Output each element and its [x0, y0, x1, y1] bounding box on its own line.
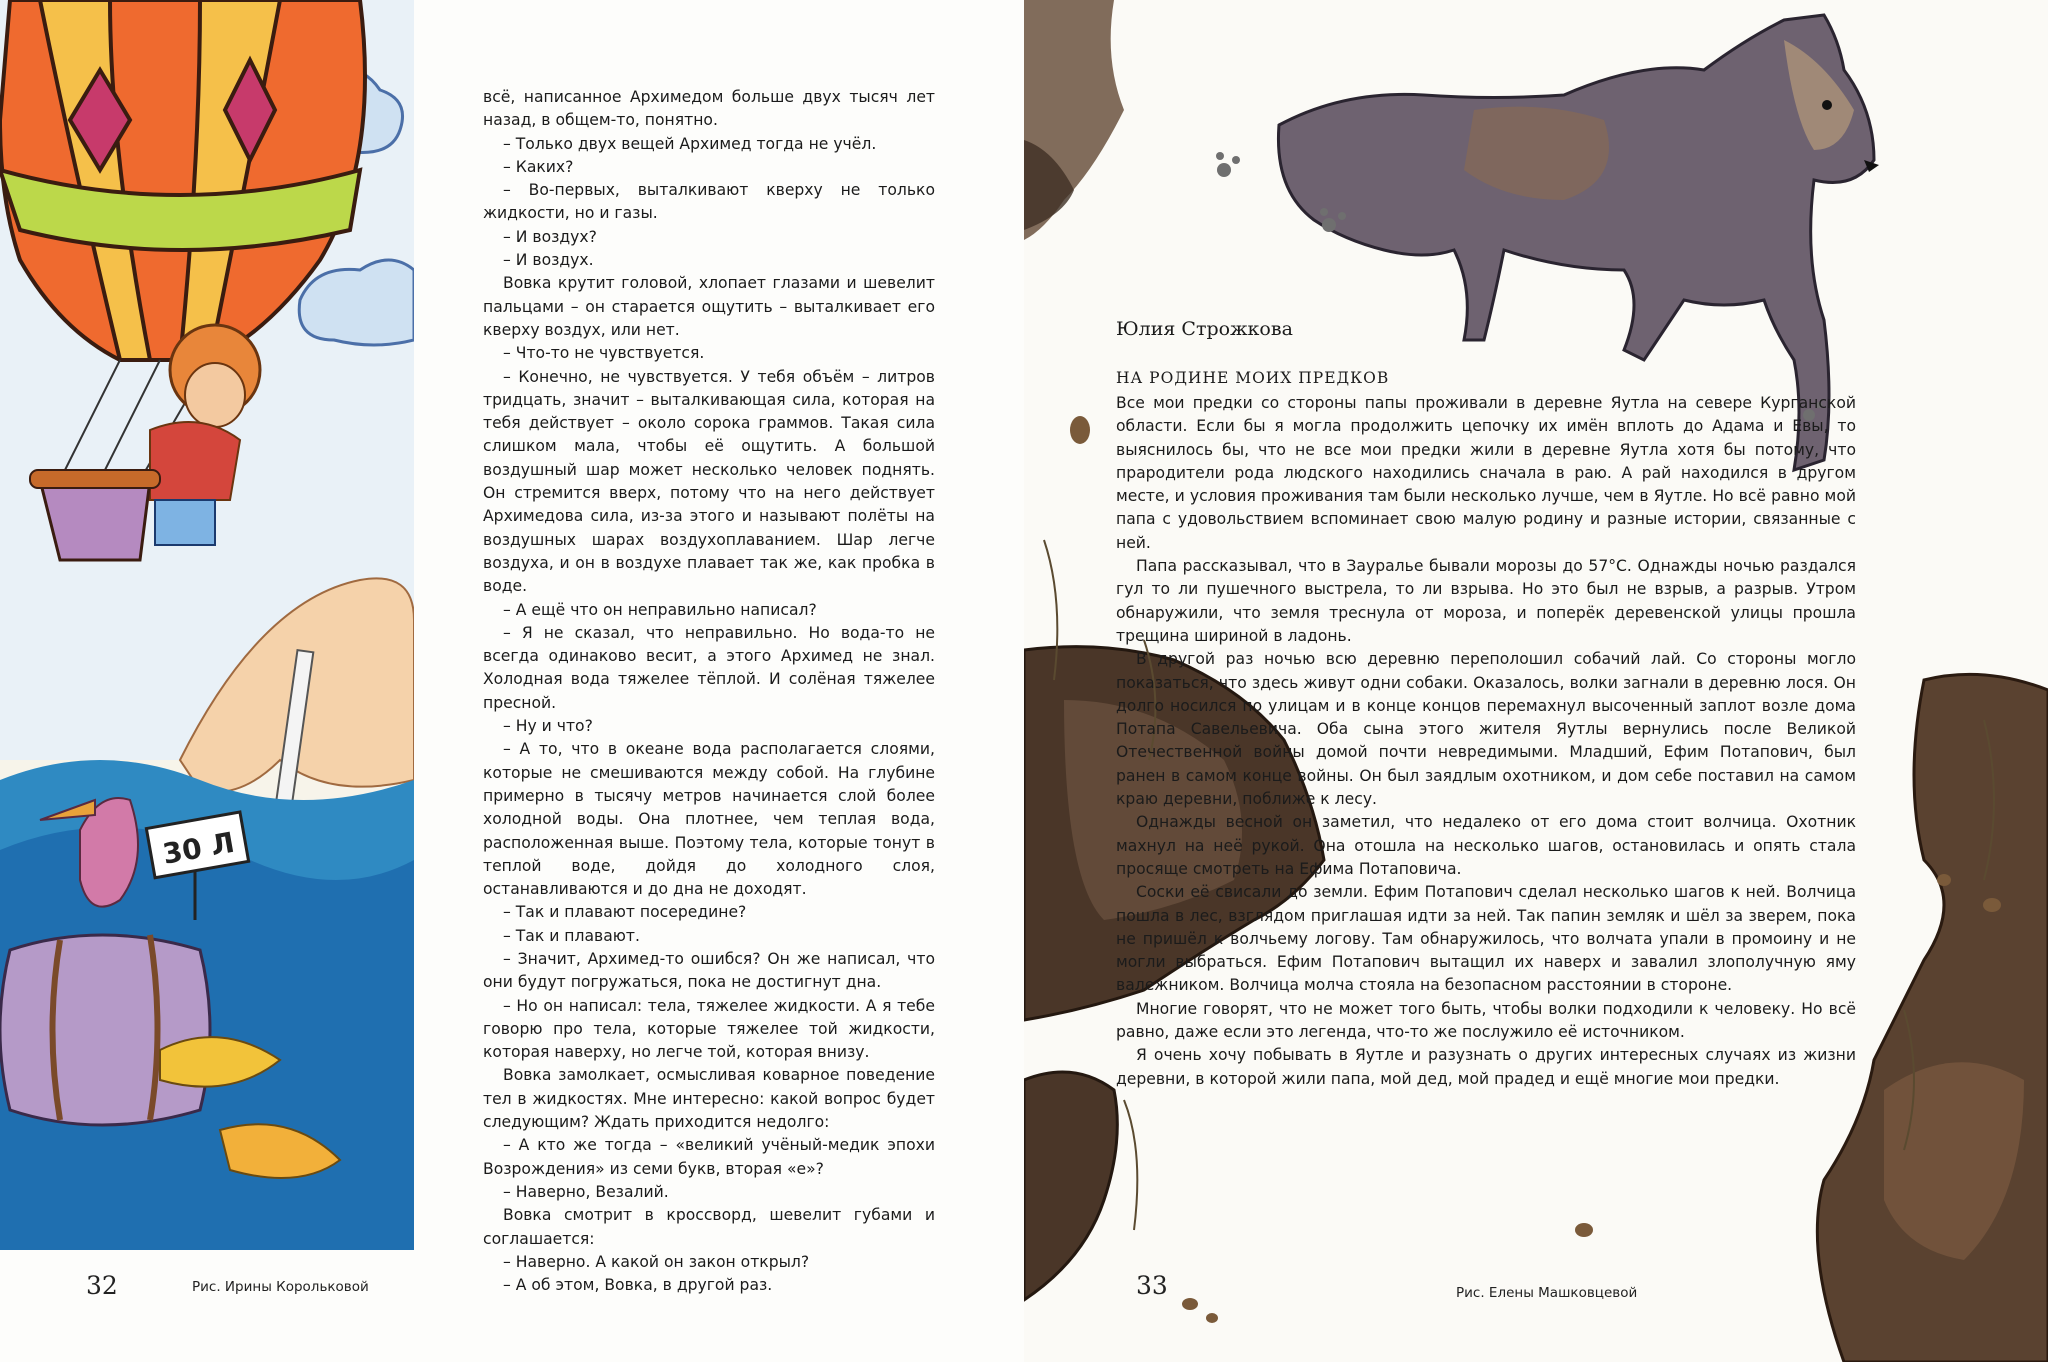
paragraph: – Только двух вещей Архимед тогда не учёл. — [503, 134, 877, 153]
paragraph: – Но он написал: тела, тяжелее жидкости. А я тебе говорю про тела, которые тяжелее той жидкости, которая наверху, но легче той, которая внизу. — [483, 996, 935, 1062]
paragraph: – А кто же тогда – «великий учёный-медик эпохи Возрождения» из семи букв, вторая «е»? — [483, 1136, 935, 1178]
paragraph: – Так и плавают посередине? — [503, 903, 747, 922]
paragraph: всё, написанное Архимедом больше двух тысяч лет назад, в общем-то, понятно. — [483, 88, 935, 130]
paragraph: Вовка смотрит в кроссворд, шевелит губами и соглашается: — [483, 1206, 935, 1248]
sign-text: 30 Л — [160, 825, 237, 871]
paragraph: – Я не сказал, что неправильно. Но вода-то не всегда одинаково весит, а этого Архимед не знал. Холодная вода тяжелее тёплой. И солёная тяжелее пресной. — [483, 623, 935, 712]
paragraph: Многие говорят, что не может того быть, чтобы волки подходили к человеку. Но всё равно, даже если это легенда, что-то же послужило её источником. — [1116, 999, 1856, 1042]
paragraph: – И воздух? — [503, 227, 597, 246]
right-page — [1024, 0, 2048, 1362]
paragraph: – И воздух. — [503, 251, 594, 270]
paragraph: – Во-первых, выталкивают кверху не только жидкости, но и газы. — [483, 181, 935, 223]
paragraph: – Конечно, не чувствуется. У тебя объём – литров тридцать, значит – выталкивающая сила, которая на тебя действует – около сорока граммов. Такая сила слишком мала, чтобы её ощутить. А большой воздушный шар может несколько человек поднять. Он стремится вверх, потому что на него действует Архимедова сила, из-за этого и называют полёты на воздушных шарах воздухоплаванием. Шар легче воздуха, и он в воздухе плавает так же, как пробка в воде. — [483, 367, 935, 596]
paragraph: Однажды весной он заметил, что недалеко от его дома стоит волчица. Охотник махнул на неё рукой. Она отошла на несколько шагов, остановилась и опять стала просяще смотреть на Ефима Потаповича. — [1116, 813, 1856, 878]
paragraph: – Так и плавают. — [503, 926, 640, 945]
paragraph: – А ещё что он неправильно написал? — [503, 600, 817, 619]
paragraph: Соски её свисали до земли. Ефим Потапович сделал несколько шагов к ней. Волчица пошла в лес, взглядом приглашая идти за ней. Так папин земляк и шёл за зверем, пока не пришёл к волчьему логову. Там обнаружилось, что волчата упали в промоину и не могли выбраться. Ефим Потапович вытащил их наверх и завалил злополучную яму валежником. Волчица молча стояла на безопасном расстоянии в стороне. — [1116, 883, 1856, 995]
paragraph: Вовка замолкает, осмысливая коварное поведение тел в жидкостях. Мне интересно: какой вопрос будет следующим? Ждать приходится недолго: — [483, 1066, 935, 1132]
story-title: НА РОДИНЕ МОИХ ПРЕДКОВ — [1116, 369, 1390, 387]
paragraph: Вовка крутит головой, хлопает глазами и шевелит пальцами – он старается ощутить – выталкивает его кверху воздух, или нет. — [483, 274, 935, 339]
paragraph: – А об этом, Вовка, в другой раз. — [503, 1276, 773, 1295]
page-number: 33 — [1136, 1271, 1168, 1300]
story-author: Юлия Строжкова — [1116, 318, 1293, 340]
paragraph: – Наверно, Везалий. — [503, 1182, 669, 1201]
right-page-text — [1116, 392, 1856, 1091]
paragraph: – Каких? — [503, 157, 574, 176]
paragraph: Папа рассказывал, что в Зауралье бывали морозы до 57°С. Однажды ночью раздался гул то ли пушечного выстрела, то ли взрыва. Но это был не взрыв, а разрыв. Утром обнаружили, что земля треснула от мороза, и поперёк деревенской улицы прошла трещина шириной в ладонь. — [1116, 557, 1856, 645]
hot-air-balloon-illustration — [0, 0, 414, 1250]
paragraph: – Значит, Архимед-то ошибся? Он же написал, что они будут погружаться, пока не достигнут дна. — [483, 949, 935, 992]
paragraph: Я очень хочу побывать в Яутле и разузнать о других интересных случаях из жизни деревни, в которой жили папа, мой дед, мой прадед и ещё многие мои предки. — [1116, 1046, 1856, 1088]
paragraph: – Наверно. А какой он закон открыл? — [503, 1252, 810, 1271]
illustration-credit: Рис. Елены Машковцевой — [1456, 1285, 1638, 1301]
paragraph: В другой раз ночью всю деревню переполошил собачий лай. Со стороны могло показаться, что здесь живут одни собаки. Оказалось, волки загнали в деревню лося. Он долго носился по улицам и в конце концов перемахнул высоченный заплот возле дома Потапа Савельевича. Оба сына этого жителя Яутлы вернулись после Великой Отечественной войны домой почти невредимыми. Младший, Ефим Потапович, был ранен в самом конце войны. Он был заядлым охотником, и дом себе поставил на самом краю деревни, поближе к лесу. — [1116, 650, 1856, 809]
illustration-credit: Рис. Ирины Корольковой — [192, 1279, 369, 1295]
paragraph: – Что-то не чувствуется. — [503, 344, 705, 363]
left-page-text — [483, 86, 935, 1297]
paragraph: – А то, что в океане вода располагается слоями, которые не смешиваются между собой. На глубине примерно в тысячу метров начинается слой более холодной воды. Она плотнее, чем теплая вода, расположенная выше. Поэтому тела, которые тонут в теплой воде, дойдя до холодного слоя, останавливаются и до дна не доходят. — [483, 740, 935, 899]
paragraph: Все мои предки со стороны папы проживали в деревне Яутла на севере Курганской области. Если бы я могла продолжить цепочку их имён вплоть до Адама и Евы, то выяснилось бы, что не все мои предки жили в деревне Яутла хотя бы потому, что прародители рода людского находились сначала в раю. А рай находился в другом месте, и условия проживания там были несколько лучше, чем в Яутле. Но всё равно мой папа с удовольствием вспоминает свою малую родину и разные истории, связанные с ней. — [1116, 394, 1856, 552]
page-number: 32 — [86, 1271, 118, 1300]
paragraph: – Ну и что? — [503, 717, 593, 736]
